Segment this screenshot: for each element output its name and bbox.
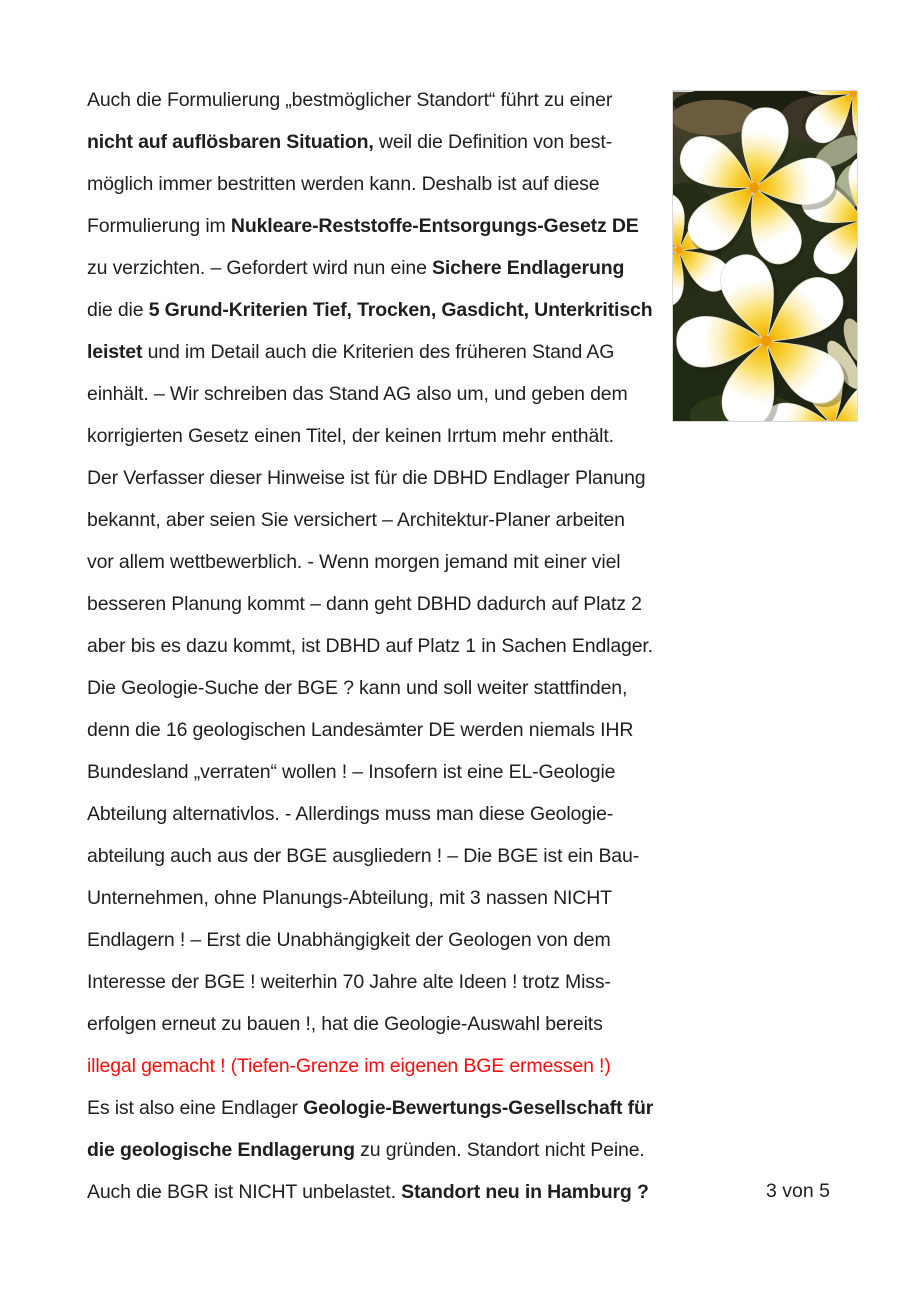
paragraph-4: [87, 1087, 667, 1213]
text-run: bekannt, aber seien Sie versichert – Architektur-Planer arbeiten: [87, 509, 625, 531]
bold-text-run: Nukleare-Reststoffe-Entsorgungs-Gesetz DE: [230, 215, 639, 237]
text-line: [87, 79, 667, 121]
text-run: und im Detail auch die Kriterien des früheren Stand AG: [142, 341, 615, 363]
bold-text-run: Standort neu in Hamburg ?: [401, 1181, 649, 1203]
text-run: zu verzichten. – Gefordert wird nun eine: [87, 257, 433, 279]
red-text-run: illegal gemacht ! (Tiefen-Grenze im eigenen BGE ermessen !): [87, 1055, 611, 1077]
text-line: [87, 877, 667, 919]
text-line: [87, 751, 667, 793]
bold-text-run: die geologische Endlagerung: [87, 1139, 355, 1161]
text-line: [87, 289, 667, 331]
paragraph-1: [87, 79, 667, 457]
text-run: weil die Definition von best-: [373, 131, 612, 153]
text-line: [87, 415, 667, 457]
text-run: die die: [87, 299, 149, 321]
text-run: Interesse der BGE ! weiterhin 70 Jahre alte Ideen ! trotz Miss-: [87, 971, 611, 993]
text-line: [87, 1087, 667, 1129]
text-line: [87, 247, 667, 289]
text-run: zu gründen. Standort nicht Peine.: [354, 1139, 645, 1161]
text-run: Auch die BGR ist NICHT unbelastet.: [87, 1181, 402, 1203]
bold-text-run: Geologie-Bewertungs-Gesellschaft für: [303, 1097, 654, 1119]
text-run: vor allem wettbewerblich. - Wenn morgen jemand mit einer viel: [87, 551, 621, 573]
frangipani-flowers-photo: [672, 90, 858, 422]
text-run: Endlagern ! – Erst die Unabhängigkeit der Geologen von dem: [87, 929, 611, 951]
text-line: [87, 625, 667, 667]
text-run: Der Verfasser dieser Hinweise ist für die DBHD Endlager Planung: [87, 467, 646, 489]
bold-text-run: 5 Grund-Kriterien Tief, Trocken, Gasdicht, Unterkritisch: [148, 299, 653, 321]
text-run: abteilung auch aus der BGE ausgliedern ! – Die BGE ist ein Bau-: [87, 845, 640, 867]
frangipani-illustration: [673, 91, 857, 421]
text-line: [87, 499, 667, 541]
text-line: [87, 709, 667, 751]
text-line: [87, 541, 667, 583]
text-line: [87, 1003, 667, 1045]
paragraph-2: [87, 457, 667, 667]
text-line: [87, 331, 667, 373]
text-run: Abteilung alternativlos. - Allerdings muss man diese Geologie-: [87, 803, 614, 825]
page-number: 3 von 5: [766, 1180, 830, 1202]
text-line: [87, 1171, 667, 1213]
text-block: [87, 79, 667, 1213]
text-line: [87, 163, 667, 205]
text-run: einhält. – Wir schreiben das Stand AG also um, und geben dem: [87, 383, 628, 405]
text-run: Es ist also eine Endlager: [87, 1097, 304, 1119]
text-run: Bundesland „verraten“ wollen ! – Insofern ist eine EL-Geologie: [87, 761, 616, 783]
bold-text-run: nicht auf auflösbaren Situation,: [87, 131, 374, 153]
text-run: Auch die Formulierung „bestmöglicher Standort“ führt zu einer: [87, 89, 613, 111]
text-run: Unternehmen, ohne Planungs-Abteilung, mit 3 nassen NICHT: [87, 887, 612, 909]
text-run: Die Geologie-Suche der BGE ? kann und soll weiter stattfinden,: [87, 677, 628, 699]
paragraph-3: [87, 667, 667, 1087]
text-run: korrigierten Gesetz einen Titel, der keinen Irrtum mehr enthält.: [87, 425, 614, 447]
text-line: [87, 667, 667, 709]
text-run: Formulierung im: [87, 215, 231, 237]
bold-text-run: leistet: [87, 341, 143, 363]
text-line: [87, 205, 667, 247]
text-run: denn die 16 geologischen Landesämter DE werden niemals IHR: [87, 719, 634, 741]
text-line: [87, 121, 667, 163]
text-line: [87, 583, 667, 625]
text-line: [87, 961, 667, 1003]
text-run: aber bis es dazu kommt, ist DBHD auf Platz 1 in Sachen Endlager.: [87, 635, 653, 657]
text-line: [87, 919, 667, 961]
bold-text-run: Sichere Endlagerung: [432, 257, 625, 279]
text-line: [87, 793, 667, 835]
text-line: [87, 1045, 667, 1087]
text-run: erfolgen erneut zu bauen !, hat die Geologie-Auswahl bereits: [87, 1013, 603, 1035]
text-line: [87, 373, 667, 415]
text-line: [87, 835, 667, 877]
text-line: [87, 1129, 667, 1171]
text-run: besseren Planung kommt – dann geht DBHD dadurch auf Platz 2: [87, 593, 642, 615]
text-run: möglich immer bestritten werden kann. Deshalb ist auf diese: [87, 173, 600, 195]
text-line: [87, 457, 667, 499]
